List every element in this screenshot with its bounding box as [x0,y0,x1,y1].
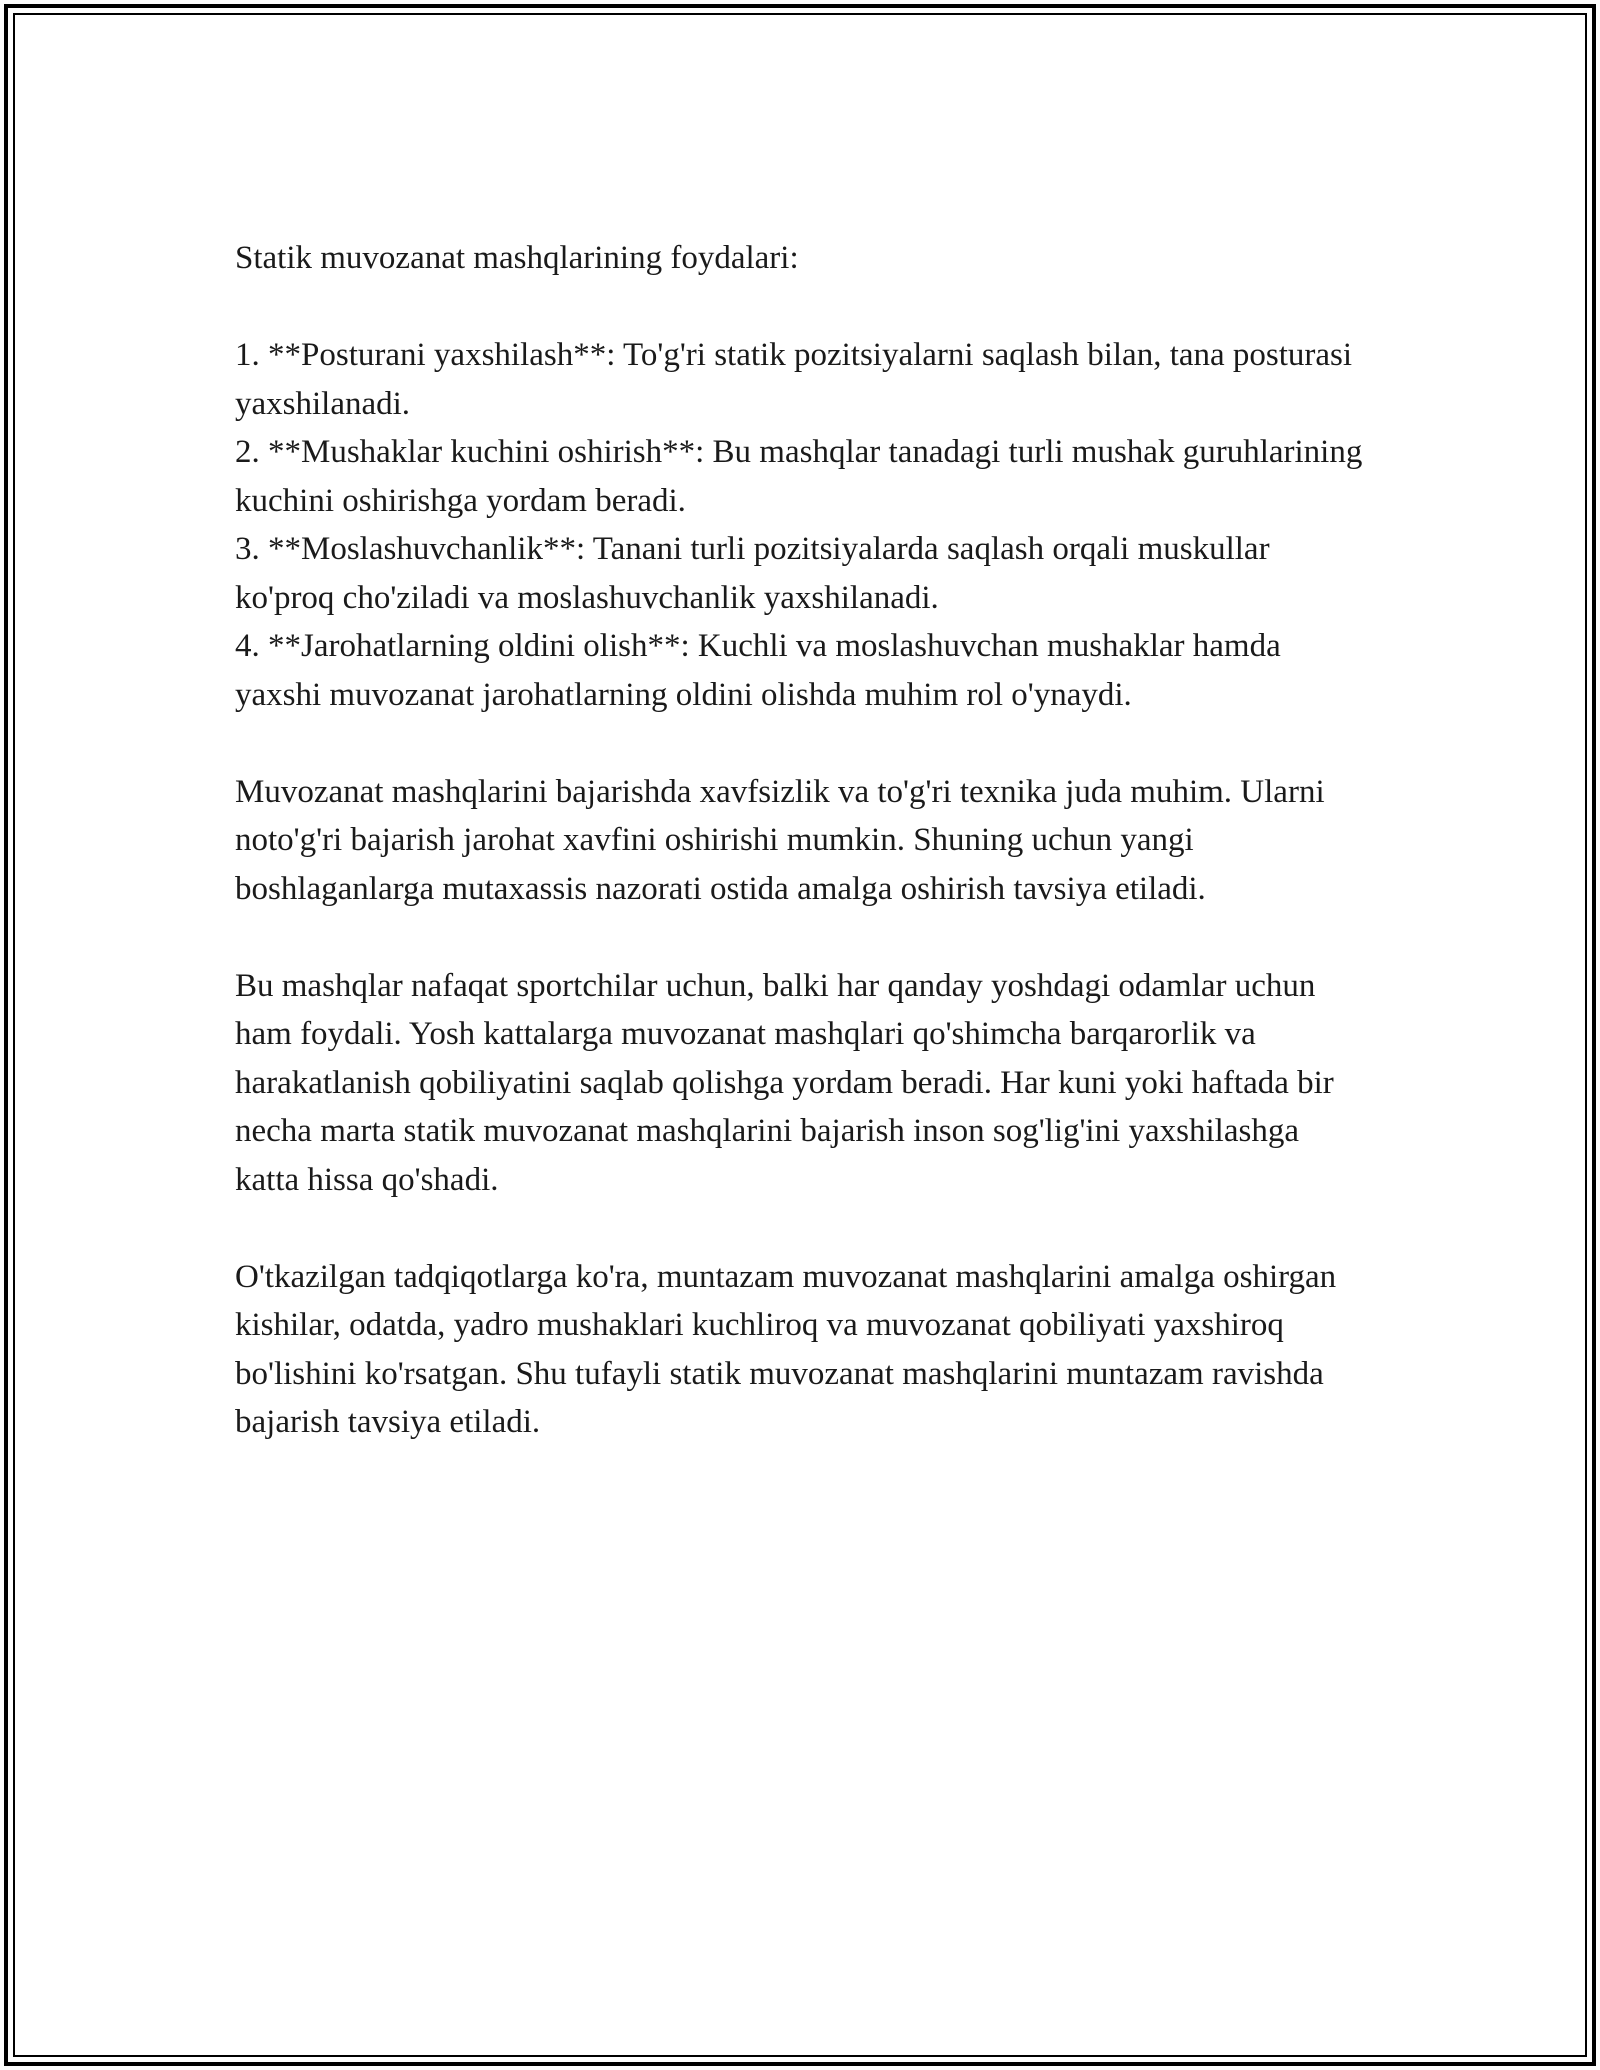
document-heading: Statik muvozanat mashqlarining foydalari: [235,240,799,276]
benefit-item-1: 1. **Posturani yaxshilash**: To'g'ri statik pozitsiyalarni saqlash bilan, tana posturasi yaxshilanadi. [235,337,1353,422]
benefit-item-3: 3. **Moslashuvchanlik**: Tanani turli pozitsiyalarda saqlash orqali muskullar ko'proq cho'ziladi va moslashuvchanlik yaxshilanadi. [235,531,1270,616]
document-body [235,234,1365,1447]
benefit-item-4: 4. **Jarohatlarning oldini olish**: Kuchli va moslashuvchan mushaklar hamda yaxshi muvozanat jarohatlarning oldini olishda muhim rol o'ynaydi. [235,628,1281,713]
paragraph-audience: Bu mashqlar nafaqat sportchilar uchun, balki har qanday yoshdagi odamlar uchun ham foydali. Yosh kattalarga muvozanat mashqlari qo'shimcha barqarorlik va harakatlanish qobiliyatini saqlab qolishga yordam beradi. Har kuni yoki haftada bir necha marta statik muvozanat mashqlarini bajarish inson sog'lig'ini yaxshilashga katta hissa qo'shadi. [235,967,1334,1198]
paragraph-safety: Muvozanat mashqlarini bajarishda xavfsizlik va to'g'ri texnika juda muhim. Ularni noto'g'ri bajarish jarohat xavfini oshirishi mumkin. Shuning uchun yangi boshlaganlarga mutaxassis nazorati ostida amalga oshirish tavsiya etiladi. [235,773,1325,907]
paragraph-research: O'tkazilgan tadqiqotlarga ko'ra, muntazam muvozanat mashqlarini amalga oshirgan kishilar, odatda, yadro mushaklari kuchliroq va muvozanat qobiliyati yaxshiroq bo'lishini ko'rsatgan. Shu tufayli statik muvozanat mashqlarini muntazam ravishda bajarish tavsiya etiladi. [235,1258,1337,1440]
benefits-list [235,331,1365,719]
benefit-item-2: 2. **Mushaklar kuchini oshirish**: Bu mashqlar tanadagi turli mushak guruhlarining kuchini oshirishga yordam beradi. [235,434,1363,519]
